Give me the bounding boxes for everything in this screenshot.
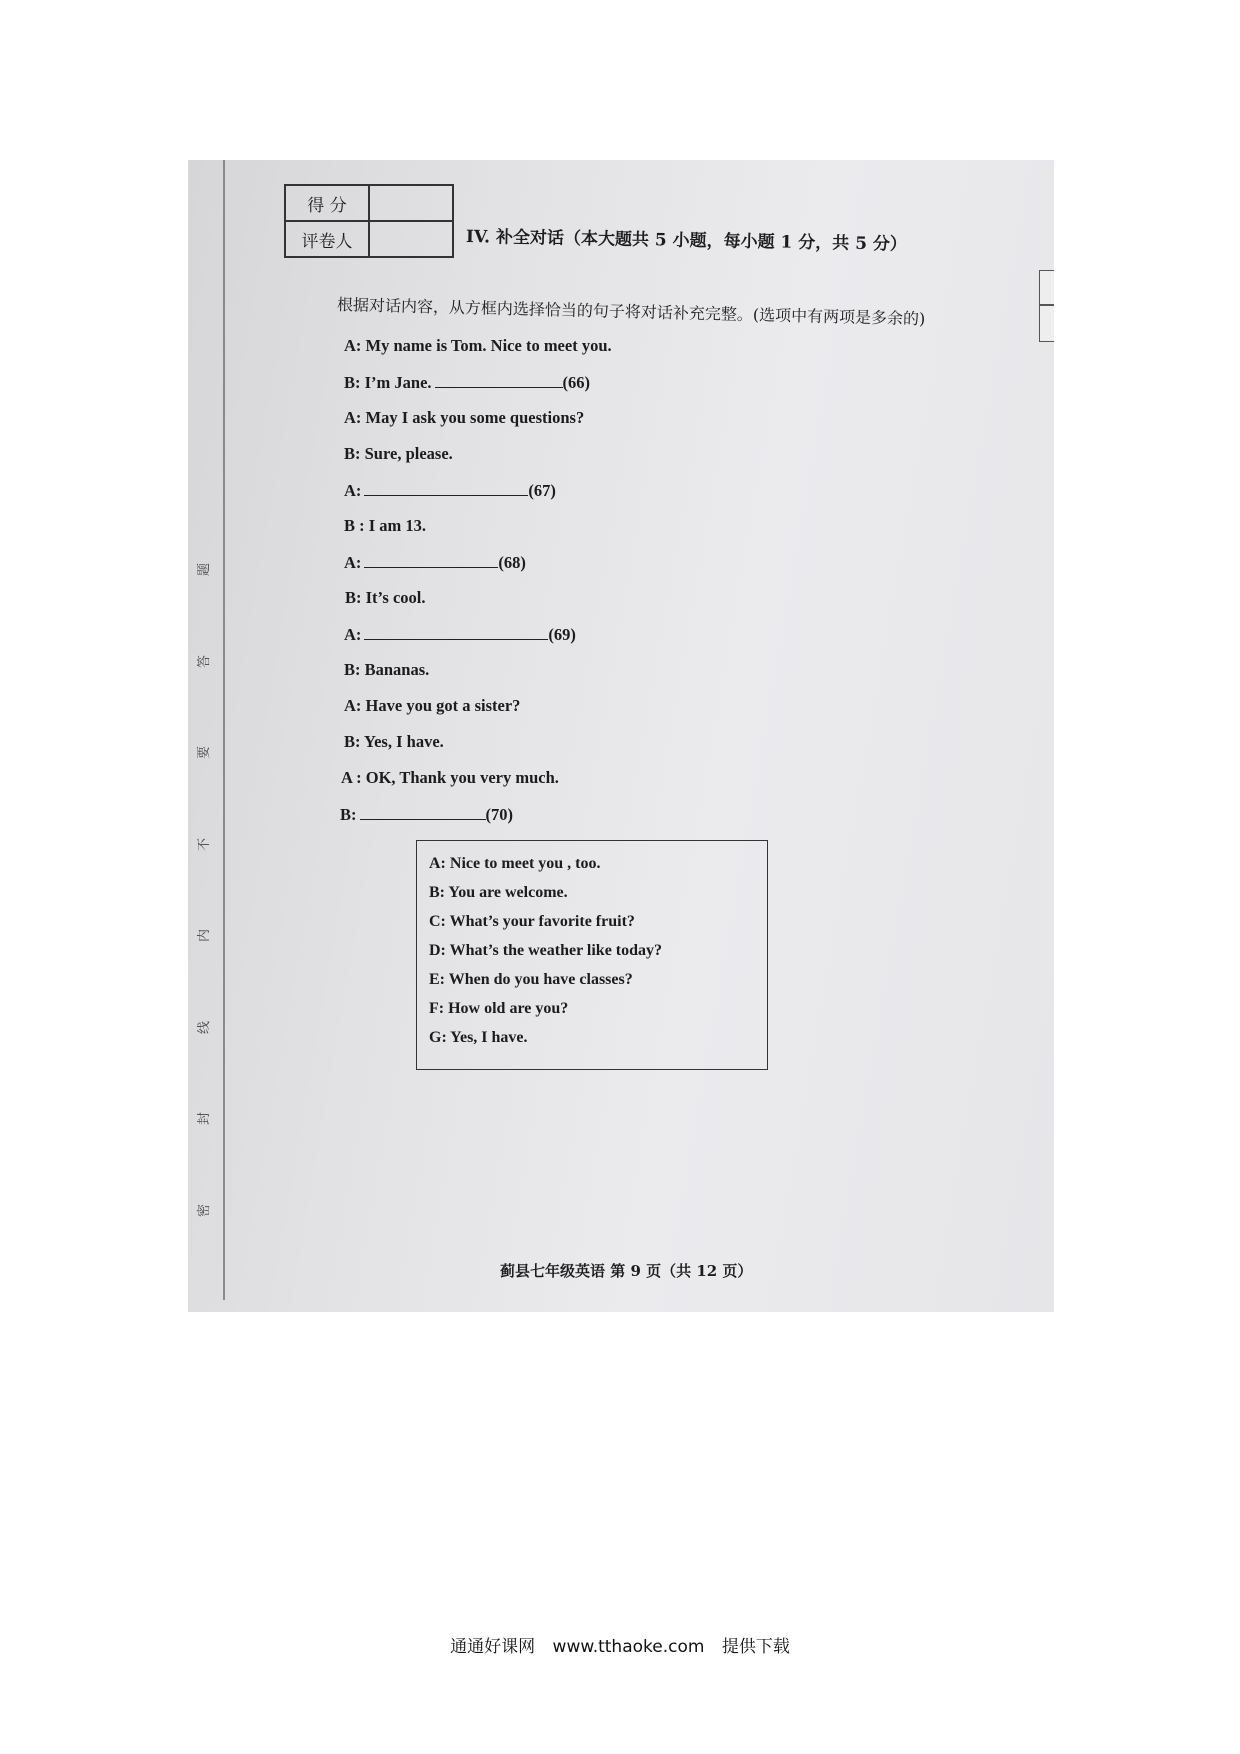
- binding-margin-line: [223, 160, 225, 1300]
- dialogue-line: [344, 624, 576, 645]
- answer-blank[interactable]: [364, 624, 548, 640]
- binding-char: 要: [197, 746, 213, 760]
- dialogue-line: [344, 480, 556, 501]
- score-cell[interactable]: [369, 185, 453, 221]
- binding-notice: [188, 560, 218, 1220]
- question-number: (70): [485, 805, 513, 824]
- dialogue-text: A: May I ask you some questions?: [344, 408, 585, 427]
- dialogue-line: [344, 552, 526, 573]
- caption-suffix: 提供下载: [721, 1637, 790, 1657]
- dialogue-text: B: Yes, I have.: [344, 732, 444, 751]
- question-number: (66): [562, 373, 591, 392]
- dialogue-text: A: My name is Tom. Nice to meet you.: [344, 336, 612, 355]
- dialogue-line: [344, 372, 590, 393]
- site-url[interactable]: www.tthaoke.com: [552, 1637, 705, 1657]
- dialogue-text: B: Sure, please.: [344, 444, 453, 463]
- exam-page-photo: [188, 160, 1054, 1312]
- dialogue-text: B:: [340, 805, 357, 824]
- binding-char: 题: [197, 562, 213, 577]
- answer-blank[interactable]: [360, 804, 486, 820]
- dialogue-text: A: Have you got a sister?: [344, 696, 521, 715]
- dialogue-line: [344, 696, 520, 716]
- option-item: F: How old are you?: [429, 1000, 569, 1017]
- answer-blank[interactable]: [435, 372, 563, 388]
- dialogue-line: [344, 408, 584, 428]
- option-item: B: You are welcome.: [429, 884, 568, 901]
- binding-char: 线: [197, 1020, 213, 1034]
- answer-blank[interactable]: [364, 552, 498, 568]
- dialogue-text: A:: [344, 553, 362, 572]
- score-table: [284, 184, 454, 258]
- download-caption: [0, 1632, 1240, 1657]
- dialogue-line: [341, 768, 559, 788]
- dialogue-text: B : I am 13.: [344, 516, 427, 535]
- page-footer: 蓟县七年级英语 第 9 页（共 12 页）: [500, 1262, 753, 1280]
- option-item: G: Yes, I have.: [429, 1029, 528, 1046]
- question-number: (68): [498, 553, 526, 572]
- site-name: 通通好课网: [450, 1637, 536, 1657]
- option-item: A: Nice to meet you , too.: [429, 855, 601, 872]
- option-item: D: What’s the weather like today?: [429, 942, 663, 959]
- grader-label: 评卷人: [285, 221, 369, 257]
- instruction-text: 根据对话内容，从方框内选择恰当的句子将对话补充完整。(选项中有两项是多余的): [336, 295, 926, 329]
- dialogue-text: A:: [344, 481, 362, 500]
- dialogue-line: [344, 444, 453, 464]
- dialogue-text: B: It’s cool.: [345, 588, 426, 607]
- dialogue-line: [344, 336, 612, 356]
- binding-char: 内: [197, 929, 213, 943]
- binding-char: 密: [197, 1203, 213, 1217]
- edge-tab: [1039, 270, 1054, 342]
- dialogue-text: B: I’m Jane.: [344, 373, 432, 392]
- binding-char: 答: [197, 654, 213, 668]
- option-item: C: What’s your favorite fruit?: [429, 913, 635, 930]
- option-item: E: When do you have classes?: [429, 971, 633, 988]
- section-title: IV. 补全对话（本大题共 5 小题，每小题 1 分，共 5 分）: [465, 227, 908, 255]
- binding-char: 不: [197, 837, 213, 851]
- options-box: [416, 840, 768, 1070]
- question-number: (69): [548, 625, 576, 644]
- dialogue-line: [344, 732, 444, 752]
- score-label: 得 分: [285, 185, 369, 221]
- dialogue-text: B: Bananas.: [344, 660, 430, 679]
- answer-blank[interactable]: [364, 480, 528, 496]
- dialogue-text: A:: [344, 625, 362, 644]
- dialogue-text: A : OK, Thank you very much.: [341, 768, 559, 787]
- grader-cell[interactable]: [369, 221, 453, 257]
- dialogue-line: [344, 660, 429, 680]
- question-number: (67): [528, 481, 556, 500]
- binding-char: 封: [197, 1112, 213, 1126]
- dialogue-line: [345, 588, 426, 608]
- dialogue-line: [344, 516, 426, 536]
- dialogue-line: [340, 804, 513, 825]
